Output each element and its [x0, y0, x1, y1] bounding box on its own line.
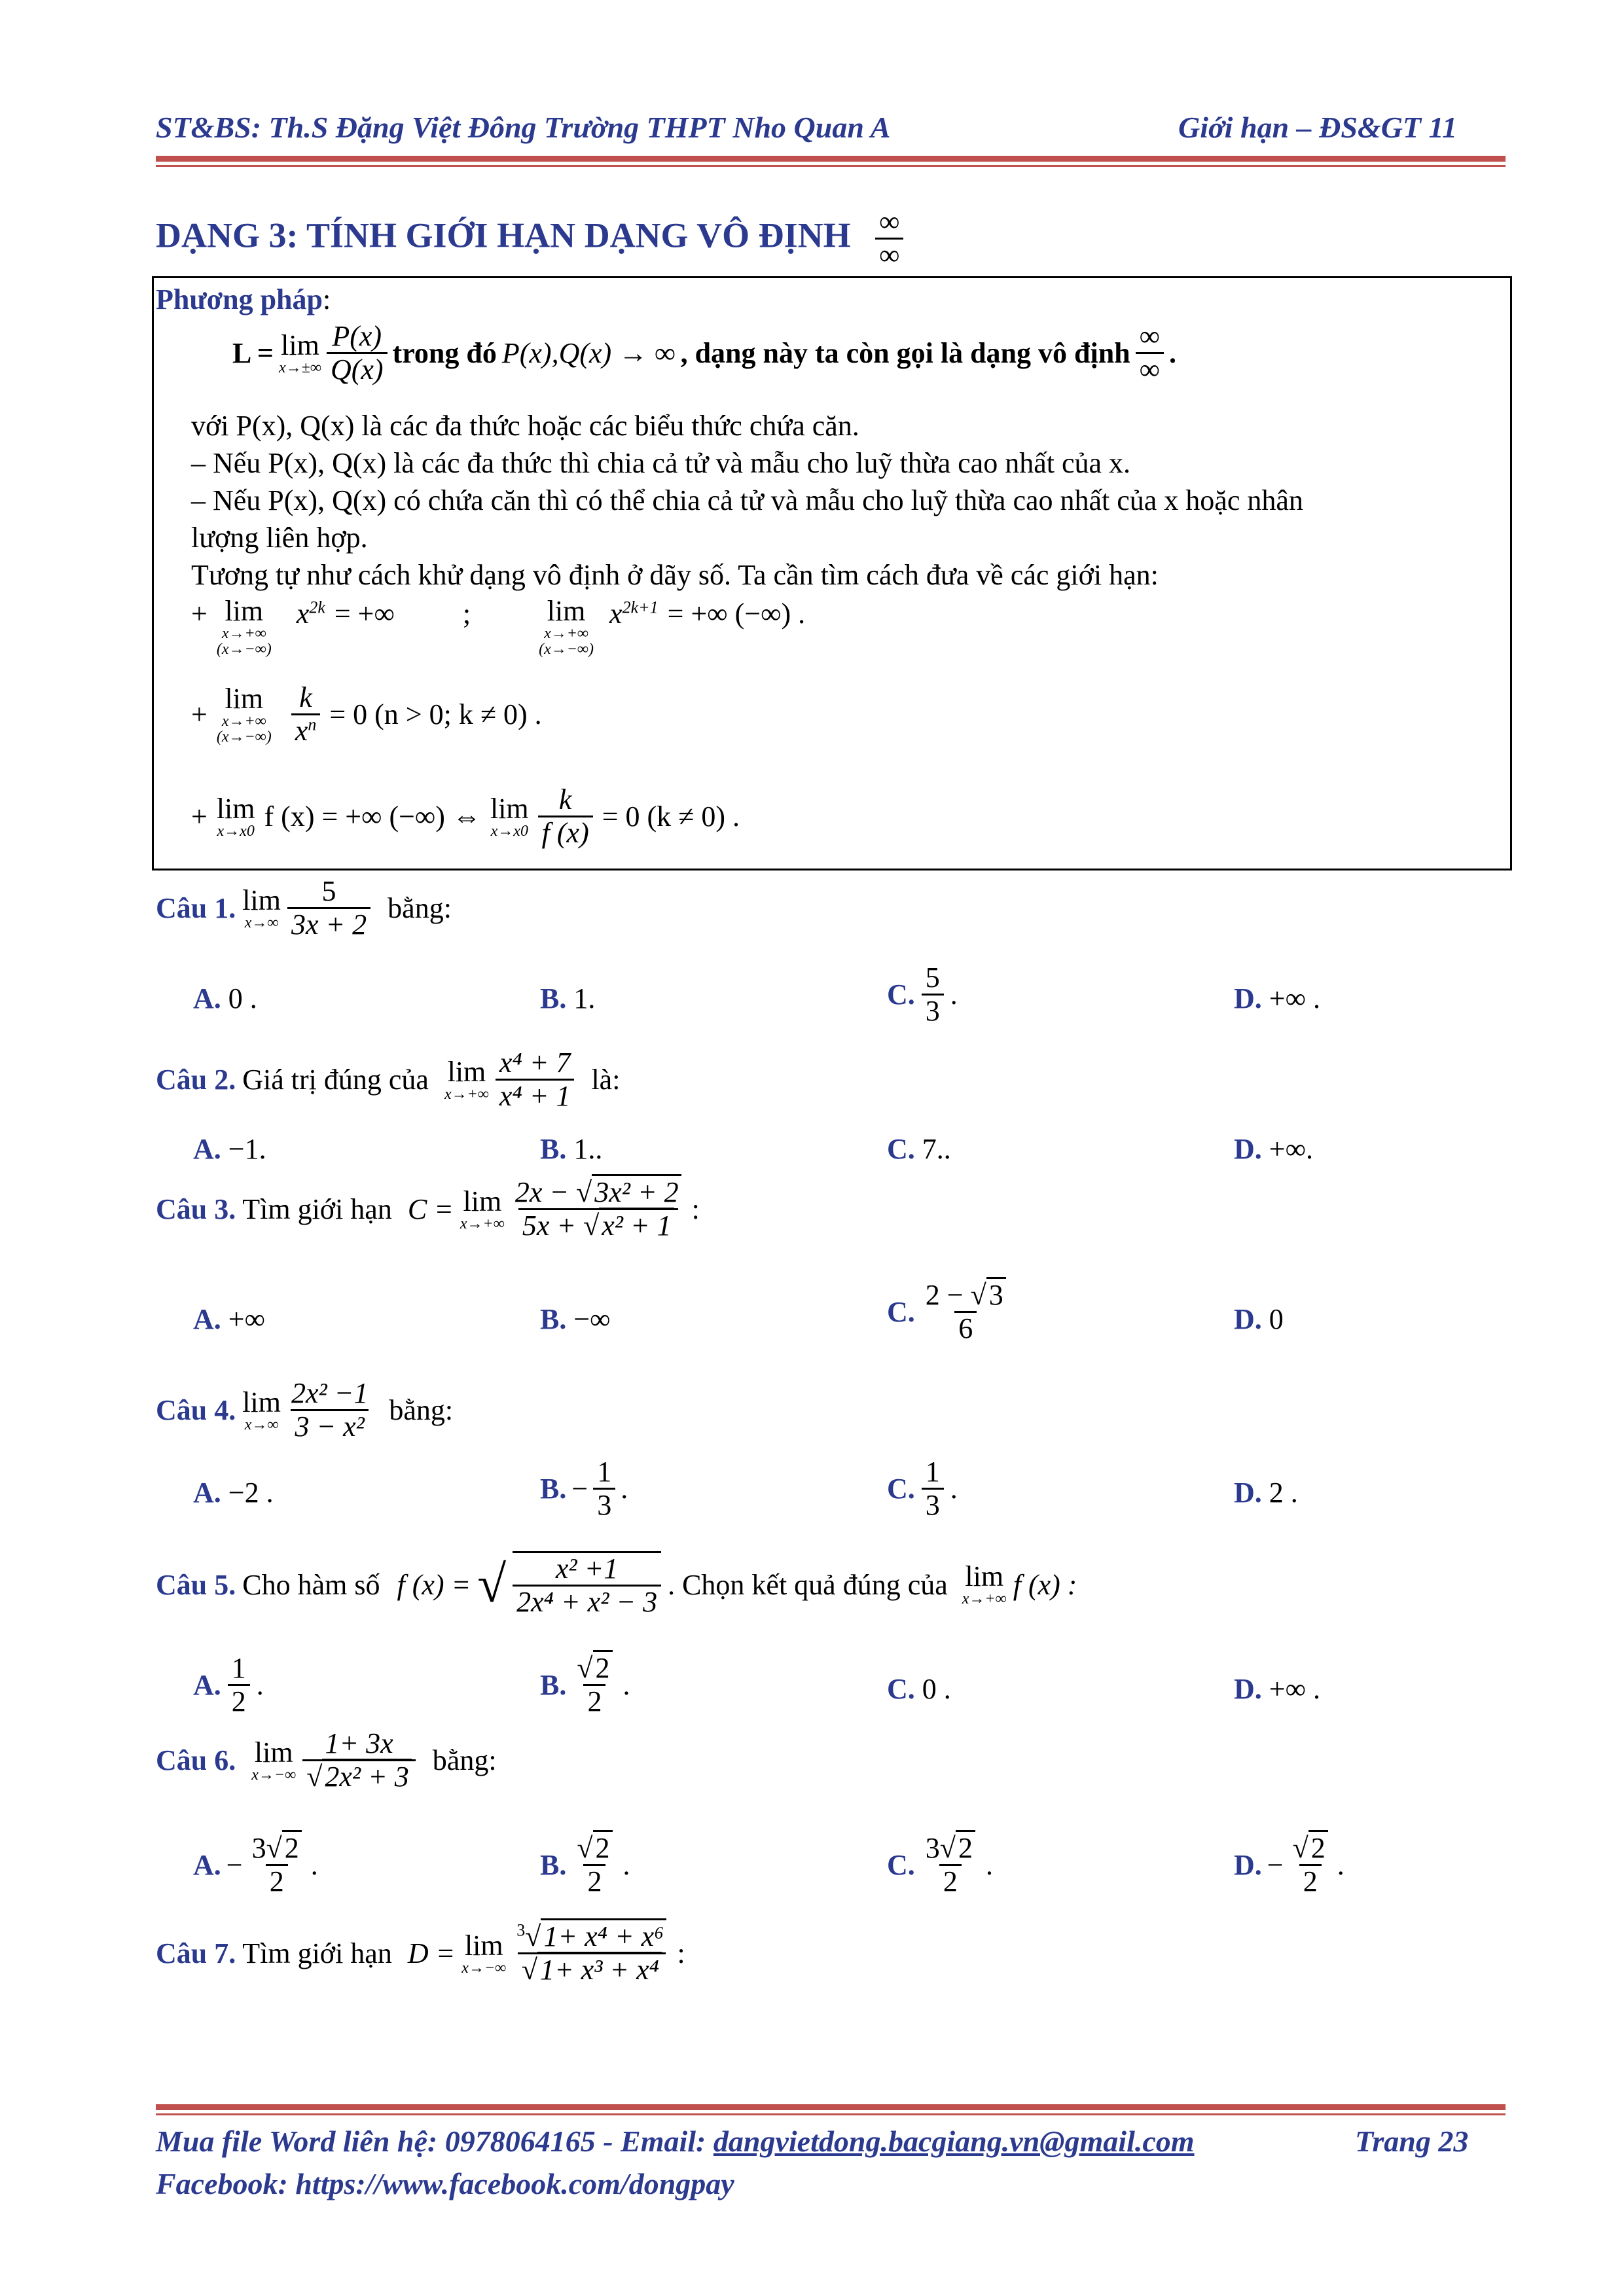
q3-option-c[interactable]: C. $\frac{2 - √3}{6}$ — [887, 1280, 1010, 1345]
q2-option-a[interactable]: A. −1. — [193, 1133, 266, 1165]
q1-option-a[interactable]: A. 0 . — [193, 982, 257, 1014]
q2-option-d[interactable]: D. +∞. — [1234, 1133, 1313, 1165]
question-2: Câu 2. Giá trị đúng của lim x→+∞ $\frac{\text{x⁴ + 7}}{\text{x⁴ + 1}}$ là: — [156, 1047, 621, 1113]
footer-contact: Mua file Word liên hệ: 0978064165 - Email: dangvietdong.bacgiang.vn@gmail.com — [156, 2125, 1195, 2158]
method-formula: L = lim x→±∞ $\frac{P(x)}{Q(x)}$ trong đó P(x),Q(x) → ∞ , dạng này ta còn gọi là dạng vô định $\frac{\infty}{\infty}$ . — [232, 320, 1177, 386]
q5-option-c[interactable]: C. 0 . — [887, 1673, 951, 1705]
method-line-4: Tương tự như cách khử dạng vô định ở dãy số. Ta cần tìm cách đưa về các giới hạn: — [191, 559, 1159, 591]
q3-option-d[interactable]: D. 0 — [1234, 1303, 1284, 1335]
footer-rule-thin — [156, 2113, 1506, 2115]
header-left: ST&BS: Th.S Đặng Việt Đông Trường THPT Nho Quan A — [156, 111, 891, 144]
method-line-2: – Nếu P(x), Q(x) là các đa thức thì chia cả tử và mẫu cho luỹ thừa cao nhất của x. — [191, 447, 1131, 479]
page-title: DẠNG 3: TÍNH GIỚI HẠN DẠNG VÔ ĐỊNH $\frac{\infty}{\infty}$ — [156, 206, 903, 272]
method-line-3b: lượng liên hợp. — [191, 522, 368, 554]
q3-option-b[interactable]: B. −∞ — [540, 1303, 611, 1335]
q5-option-a[interactable]: A. $\frac{1}{2}$ . — [193, 1652, 264, 1718]
q1-option-c[interactable]: C. $\frac{5}{3}$ . — [887, 961, 958, 1028]
header-rule — [156, 156, 1506, 162]
question-5: Câu 5. Cho hàm số f (x) = √ $\frac{\text{x² +1}}{\text{2x⁴ + x² − 3}}$ . Chọn kết quả đúng của lim x→+∞ f (x) : — [156, 1552, 1077, 1619]
q4-option-c[interactable]: C. $\frac{1}{3}$ . — [887, 1456, 958, 1522]
question-6: Câu 6. lim x→−∞ $\frac{1+ 3x}{\text{√2x² + 3}}$ bằng: — [156, 1727, 497, 1793]
q4-option-b[interactable]: B. − $\frac{1}{3}$ . — [540, 1456, 628, 1522]
rule-3: + lim x→x0 f (x) = +∞ (−∞) ⇔ lim x→x0 $\frac{k}{f (x)}$ = 0 (k ≠ 0) . — [191, 783, 740, 850]
method-label: Phương pháp: — [156, 283, 331, 315]
question-7: Câu 7. Tìm giới hạn D = lim x→−∞ $\frac{^3√1+ x^4 + x^6}{\text{√1+ x³ + x⁴}}$ : — [156, 1921, 685, 1986]
footer-rule — [156, 2104, 1506, 2110]
rule-1: + lim x→+∞ (x→−∞) $x^{2k}$ = +∞ ; lim x→+∞ (x→−∞) $x^{2k+1}$ = +∞ (−∞) . — [191, 595, 806, 658]
question-4: Câu 4. lim x→∞ $\frac{\text{2x² −1}}{\text{3 − x²}}$ bằng: — [156, 1377, 454, 1443]
footer-facebook[interactable]: Facebook: https://www.facebook.com/dongpay — [156, 2167, 734, 2200]
q5-option-d[interactable]: D. +∞ . — [1234, 1673, 1320, 1705]
q5-option-b[interactable]: B. $\frac{√2}{2}$ . — [540, 1653, 630, 1718]
q4-option-a[interactable]: A. −2 . — [193, 1477, 274, 1509]
q6-option-b[interactable]: B. $\frac{√2}{2}$ . — [540, 1833, 630, 1898]
q6-option-d[interactable]: D. − $\frac{√2}{2}$ . — [1234, 1833, 1344, 1898]
header-right: Giới hạn – ĐS&GT 11 — [1178, 111, 1457, 144]
question-1: Câu 1. lim x→∞ $\frac{5}{3x + 2}$ bằng: — [156, 875, 452, 941]
q3-option-a[interactable]: A. +∞ — [193, 1303, 265, 1335]
q6-option-c[interactable]: C. $\frac{3√2}{2}$ . — [887, 1833, 993, 1898]
method-line-3: – Nếu P(x), Q(x) có chứa căn thì có thể chia cả tử và mẫu cho luỹ thừa cao nhất của x hoặc nhân — [191, 484, 1303, 516]
page-number: Trang 23 — [1355, 2125, 1469, 2158]
q2-option-c[interactable]: C. 7.. — [887, 1133, 951, 1165]
q1-option-d[interactable]: D. +∞ . — [1234, 982, 1320, 1014]
question-3: Câu 3. Tìm giới hạn C = lim x→+∞ $\frac{\text{2x − √3x² + 2}}{\text{5x + √x² + 1}}$ : — [156, 1177, 700, 1242]
header-rule-thin — [156, 165, 1506, 167]
q1-option-b[interactable]: B. 1. — [540, 982, 596, 1014]
q6-option-a[interactable]: A. − $\frac{3√2}{2}$ . — [193, 1833, 318, 1898]
q2-option-b[interactable]: B. 1.. — [540, 1133, 603, 1165]
q4-option-d[interactable]: D. 2 . — [1234, 1477, 1298, 1509]
email-link[interactable]: dangvietdong.bacgiang.vn@gmail.com — [713, 2125, 1195, 2158]
rule-2: + lim x→+∞ (x→−∞) $\frac{k}{x^n}$ = 0 (n > 0; k ≠ 0) . — [191, 681, 542, 747]
method-line-1: với P(x), Q(x) là các đa thức hoặc các biểu thức chứa căn. — [191, 410, 859, 442]
